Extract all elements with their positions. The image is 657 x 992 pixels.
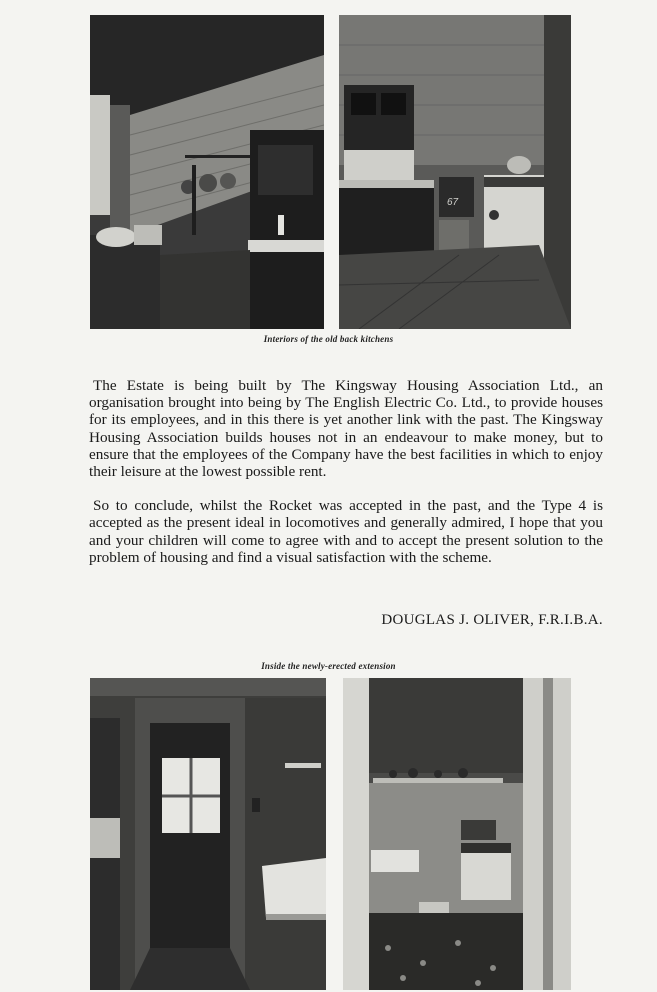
caption-old-kitchens: Interiors of the old back kitchens: [263, 334, 394, 344]
author-signature: DOUGLAS J. OLIVER, F.R.I.B.A.: [381, 612, 603, 628]
photo-old-kitchen-left: [90, 15, 324, 329]
paragraph-conclusion: So to conclude, whilst the Rocket was accepted in the past, and the Type 4 is accepted as the present ideal in locomotives and generally admired, I hope that you and your children will come to agree with and to accept the present solution to the problem of housing and find a visual satisfaction with the scheme.: [89, 497, 603, 566]
photo-new-extension-right: [343, 678, 571, 990]
photo-old-kitchen-right: [339, 15, 571, 329]
stove-number-label: 67: [447, 197, 459, 208]
article-body: [89, 377, 603, 566]
photo-new-extension-left: [90, 678, 326, 990]
caption-new-extension: Inside the newly-erected extension: [261, 661, 396, 671]
paragraph-estate: The Estate is being built by The Kingsway Housing Association Ltd., an organisation brought into being by The English Electric Co. Ltd., to provide houses for its employees, and in this there is yet another link with the past. The Kingsway Housing Association builds houses not in an endeavour to make money, but to ensure that the employees of the Company have the best facilities in which to enjoy their leisure at the lowest possible rent.: [89, 377, 603, 481]
